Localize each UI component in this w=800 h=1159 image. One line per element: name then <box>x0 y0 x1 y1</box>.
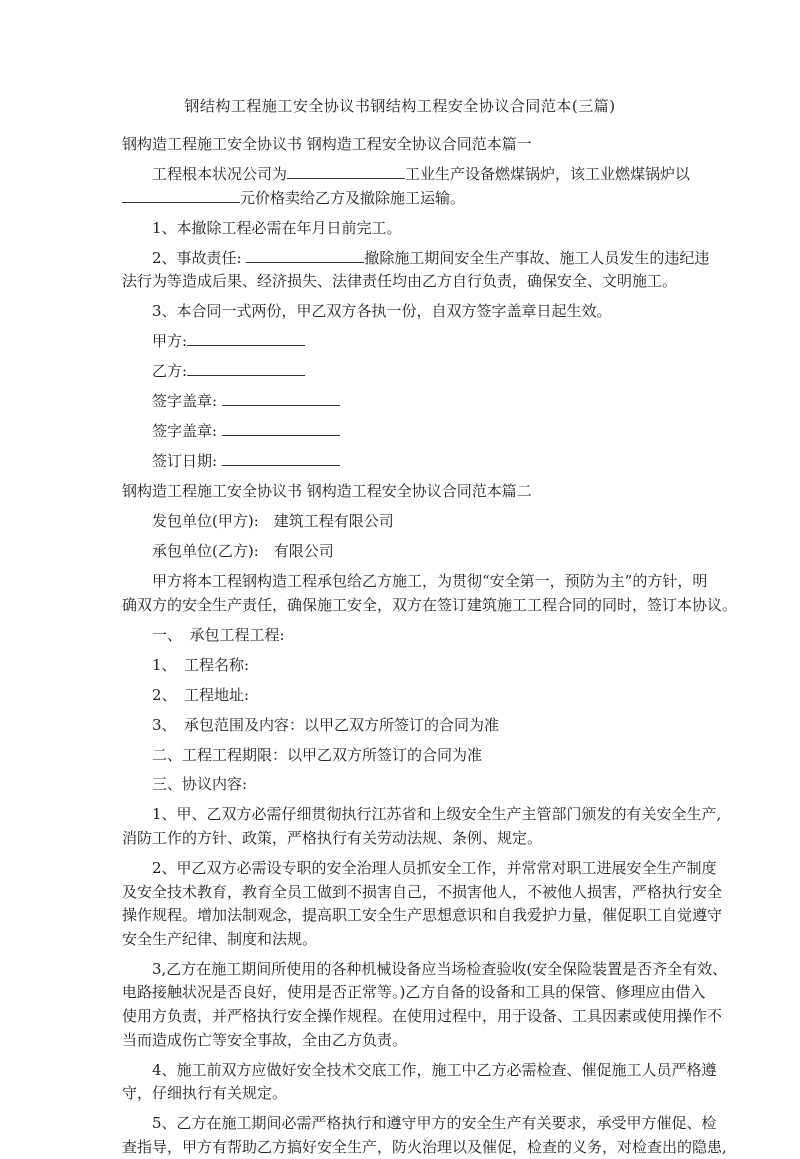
intro-line: 甲方将本工程钢构造工程承包给乙方施工，为贯彻“安全第一，预防为主”的方针，明 <box>152 571 708 590</box>
part1-heading: 钢构造工程施工安全协议书 钢构造工程安全协议合同范本篇一 <box>122 135 532 153</box>
clause-line: 5、乙方在施工期间必需严格执行和遵守甲方的安全生产有关要求，承受甲方催促、检 <box>152 1114 717 1133</box>
clause-line: 4、施工前双方应做好安全技术交底工作，施工中乙方必需检查、催促施工人员严格遵 <box>152 1060 717 1079</box>
section-heading: 二、工程工程期限：以甲乙双方所签订的合同为准 <box>152 745 483 764</box>
blank-line <box>287 163 405 179</box>
signature-field-seal-2 <box>122 420 688 444</box>
text-run: 元价格卖给乙方及撤除施工运输。 <box>240 188 466 207</box>
part1-paragraph-line <box>122 163 691 187</box>
signature-field-seal-1 <box>122 390 688 414</box>
blank-line <box>187 330 305 346</box>
clause-line: 电路接触状况是否良好，使用是否正常等。)乙方自备的设备和工具的保管、修理应由借入 <box>122 983 706 1002</box>
field-label: 签字盖章: <box>152 422 218 441</box>
clause-item <box>122 247 710 271</box>
clause-line: 使用方负责，并严格执行安全操作规程。在使用过程中，用于设备、工具因素或使用操作不 <box>122 1007 723 1025</box>
text-run: 2、事故责任: <box>152 248 242 267</box>
blank-line <box>122 187 240 203</box>
section-item: 1、 工程名称: <box>152 655 250 674</box>
text-run: 工程根本状况公司为 <box>152 164 288 183</box>
clause-item: 1、本撤除工程必需在年月日前完工。 <box>152 218 402 237</box>
clause-line: 守，仔细执行有关规定。 <box>122 1084 288 1103</box>
clause-line: 消防工作的方针、政策，严格执行有关劳动法规、条例、规定。 <box>122 829 543 848</box>
blank-line <box>187 360 305 376</box>
field-label: 签字盖章: <box>152 392 218 411</box>
section-heading: 一、 承包工程工程: <box>152 625 285 644</box>
clause-line: 1、甲、乙双方必需仔细贯彻执行江苏省和上级安全生产主管部门颁发的有关安全生产, <box>152 805 722 824</box>
text-run: 工业生产设备燃煤锅炉，该工业燃煤锅炉以 <box>405 164 691 183</box>
document-title: 钢结构工程施工安全协议书钢结构工程安全协议合同范本(三篇) <box>184 97 616 115</box>
clause-line: 3,乙方在施工期间所使用的各种机械设备应当场检查验收(安全保险装置是否齐全有效、 <box>152 959 728 978</box>
part1-paragraph-line <box>122 187 688 211</box>
part2-heading: 钢构造工程施工安全协议书 钢构造工程安全协议合同范本篇二 <box>122 482 532 501</box>
text-run: 撤除施工期间安全生产事故、施工人员发生的违纪违 <box>364 248 710 267</box>
issuer-line: 发包单位(甲方): 建筑工程有限公司 <box>152 512 394 531</box>
clause-line: 查指导，甲方有帮助乙方搞好安全生产，防火治理以及催促，检查的义务，对检查出的隐患, <box>122 1137 727 1156</box>
field-label: 乙方: <box>152 362 188 381</box>
intro-line: 确双方的安全生产责任，确保施工安全，双方在签订建筑施工工程合同的同时，签订本协议。 <box>122 595 738 614</box>
blank-line <box>222 450 340 466</box>
clause-line: 及安全技术教育，教育全员工做到不损害自己，不损害他人，不被他人损害，严格执行安全 <box>122 882 723 901</box>
clause-line: 2、甲乙双方必需设专职的安全治理人员抓安全工作，并常常对职工进展安全生产制度 <box>152 859 717 878</box>
blank-line <box>222 420 340 436</box>
document-body <box>122 133 738 1159</box>
blank-line <box>246 247 364 263</box>
clause-line: 操作规程。增加法制观念，提高职工安全生产思想意识和自我爱护力量，催促职工自觉遵守 <box>122 906 723 925</box>
clause-item: 3、本合同一式两份，甲乙双方各执一份，自双方签字盖章日起生效。 <box>152 302 612 321</box>
field-label: 甲方: <box>152 332 188 351</box>
signature-field-party-b <box>122 360 688 384</box>
section-item: 3、 承包范围及内容：以甲乙双方所签订的合同为准 <box>152 715 500 734</box>
signature-field-party-a <box>122 330 688 354</box>
field-label: 签订日期: <box>152 452 218 471</box>
section-item: 2、 工程地址: <box>152 685 250 704</box>
blank-line <box>222 390 340 406</box>
signature-field-date <box>122 450 688 474</box>
section-heading: 三、协议内容: <box>152 775 248 794</box>
clause-line: 当而造成伤亡等安全事故，全由乙方负责。 <box>122 1030 408 1049</box>
clause-line: 安全生产纪律、制度和法规。 <box>122 929 318 948</box>
clause-item-continued: 法行为等造成后果、经济损失、法律责任均由乙方自行负责，确保安全、文明施工。 <box>122 272 678 291</box>
contractor-line: 承包单位(乙方): 有限公司 <box>152 542 334 560</box>
